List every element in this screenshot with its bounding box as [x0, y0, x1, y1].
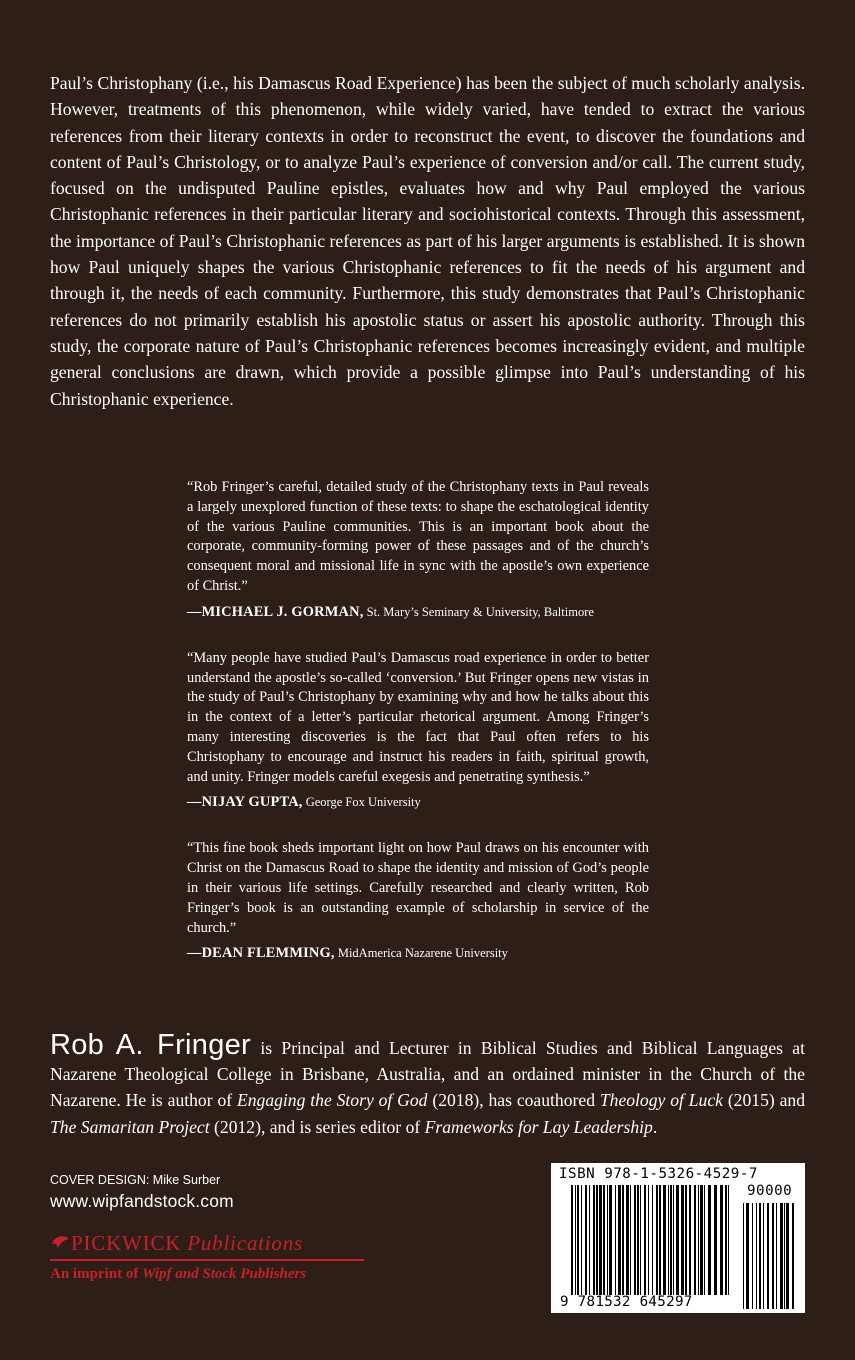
- barcode-bar: [640, 1185, 641, 1295]
- endorsements: [187, 478, 649, 990]
- author-bio: [50, 1029, 806, 1140]
- publisher-name-italic: Publications: [187, 1231, 303, 1255]
- barcode-bar: [698, 1185, 699, 1295]
- barcode-bar: [656, 1185, 658, 1295]
- back-cover-blurb: Paul’s Christophany (i.e., his Damascus Road Experience) has been the subject of much scholarly analysis. However, treatments of this phenomenon, while widely varied, have tended to extract the various references from their literary contexts in order to reconstruct the event, to discover the foundations and content of Paul’s Christology, or to analyze Paul’s experience of conversion and/or call. The current study, focused on the undisputed Pauline epistles, evaluates how and why Paul employed the various Christophanic references in their particular literary and sociohistorical contexts. Through this assessment, the importance of Paul’s Christophanic references as part of his larger arguments is established. It is shown how Paul uniquely shapes the various Christophanic references to fit the needs of his argument and through it, the needs of each community. Furthermore, this study demonstrates that Paul’s Christophanic references do not primarily establish his apostolic status or assert his apostolic authority. Through this study, the corporate nature of Paul’s Christophanic references becomes increasingly evident, and multiple general conclusions are drawn, which provide a possible glimpse into Paul’s understanding of his Christophanic experience.: [50, 73, 805, 409]
- endorsement-text: “This fine book sheds important light on how Paul draws on his encounter with Christ on the Damascus Road to shape the identity and mission of God’s people in their various life settings. Carefully researched and clearly written, Rob Fringer’s book is an outstanding example of scholarship in service of the church.”: [187, 840, 649, 936]
- barcode-bar: [704, 1185, 705, 1295]
- endorsement-gupta: [187, 649, 649, 812]
- cover-design-credit: COVER DESIGN: Mike Surber: [50, 1173, 221, 1187]
- barcode-bar: [676, 1185, 679, 1295]
- price-addon-code: 90000: [747, 1183, 793, 1199]
- imprint-prefix: An imprint of: [50, 1265, 143, 1282]
- author-name: Rob A. Fringer: [50, 1029, 252, 1061]
- bio-text: (2015) and: [722, 1090, 805, 1111]
- endorser-name: —NIJAY GUPTA,: [187, 794, 303, 811]
- endorsement-attribution: [187, 603, 649, 621]
- endorser-name: —DEAN FLEMMING,: [187, 945, 335, 962]
- barcode-bar: [700, 1185, 703, 1295]
- publisher-name: [50, 1230, 370, 1256]
- endorsement-text: “Rob Fringer’s careful, detailed study of the Christophany texts in Paul reveals a largely unexplored function of these texts: to shape the eschatological identity of the various Pauline communities. This is an important book about the corporate, community-forming power of these passages and of the church’s consequent moral and missional life in sync with the apostle’s own experience of Christ.”: [187, 479, 649, 594]
- barcode-bar: [752, 1203, 753, 1309]
- barcode-bar: [720, 1185, 723, 1295]
- bio-text: (2012), and is series editor of: [209, 1116, 425, 1137]
- barcode-bar: [575, 1185, 576, 1295]
- pickwick-leaf-icon: [50, 1230, 70, 1256]
- endorser-affiliation: MidAmerica Nazarene University: [337, 946, 508, 961]
- barcode-bar: [644, 1185, 646, 1295]
- barcode-bar: [585, 1185, 587, 1295]
- barcode-bar: [763, 1203, 764, 1309]
- barcode-bar: [694, 1185, 696, 1295]
- book-title: Frameworks for Lay Leadership: [424, 1116, 653, 1137]
- barcode-bar: [689, 1185, 691, 1295]
- barcode-bar: [776, 1203, 777, 1309]
- book-title: The Samaritan Project: [50, 1116, 210, 1137]
- publisher-rule: [50, 1259, 364, 1261]
- publisher-website: www.wipfandstock.com: [50, 1191, 234, 1211]
- barcode-bar: [714, 1185, 717, 1295]
- barcode-bar: [767, 1203, 769, 1309]
- barcode-bar: [784, 1203, 785, 1309]
- barcode-bar: [607, 1185, 608, 1295]
- publisher-name-main: PICKWICK: [71, 1231, 182, 1255]
- barcode-bar: [652, 1185, 653, 1295]
- barcode-bar: [681, 1185, 684, 1295]
- endorsement-attribution: [187, 944, 649, 962]
- barcode-bar: [668, 1185, 669, 1295]
- barcode-bar: [743, 1203, 744, 1309]
- barcode-bar: [659, 1185, 661, 1295]
- barcode-bar: [630, 1185, 631, 1295]
- barcode-bar: [634, 1185, 636, 1295]
- bio-text: (2018), has coauthored: [427, 1090, 600, 1111]
- barcode-bar: [618, 1185, 621, 1295]
- barcode-bar: [609, 1185, 612, 1295]
- barcode-bar: [648, 1185, 649, 1295]
- barcode-bar: [603, 1185, 605, 1295]
- barcode-bar: [746, 1203, 749, 1309]
- barcode-bar: [780, 1203, 783, 1309]
- isbn-barcode: [551, 1163, 805, 1313]
- barcode-bar: [673, 1185, 674, 1295]
- endorsement-flemming: [187, 839, 649, 962]
- barcode-bar: [626, 1185, 629, 1295]
- barcode-bar: [581, 1185, 582, 1295]
- endorser-name: —MICHAEL J. GORMAN,: [187, 603, 364, 620]
- bio-text: .: [652, 1116, 658, 1137]
- barcode-bar: [728, 1185, 729, 1295]
- barcode-bar: [589, 1185, 590, 1295]
- barcode-bar: [756, 1203, 757, 1309]
- barcode-bar: [670, 1185, 672, 1295]
- credits: [50, 1172, 234, 1212]
- barcode-bar: [637, 1185, 639, 1295]
- book-title: Theology of Luck: [599, 1090, 723, 1111]
- endorsement-gorman: [187, 478, 649, 621]
- barcode-bar: [725, 1185, 727, 1295]
- barcode-bar: [786, 1203, 789, 1309]
- barcode-bar: [792, 1203, 794, 1309]
- barcode-bar: [772, 1203, 774, 1309]
- endorser-affiliation: St. Mary’s Seminary & University, Baltimore: [366, 604, 594, 619]
- publisher-logo: [50, 1230, 370, 1283]
- barcode-bar: [622, 1185, 624, 1295]
- barcode-bar: [685, 1185, 687, 1295]
- bio-text: is Principal and Lecturer in Biblical Studies and Biblical Languages at Nazarene Theological College in Brisbane, Australia, and an ordained minister in the Church of the Nazarene. He is author of: [50, 1038, 806, 1111]
- book-title: Engaging the Story of God: [236, 1090, 428, 1111]
- endorsement-text: “Many people have studied Paul’s Damascus road experience in order to better understand the apostle’s so-called ‘conversion.’ But Fringer opens new vistas in the study of Paul’s Christophany by examining why and how he talks about this in the context of a letter’s particular rhetorical argument. Among Fringer’s many interesting discoveries is the fact that Paul often refers to his Christophany to encourage and instruct his readers in faith, spiritual growth, and unity. Fringer models careful exegesis and penetrating synthesis.”: [187, 649, 649, 785]
- barcode-bar: [593, 1185, 595, 1295]
- endorsement-attribution: [187, 793, 649, 811]
- barcode-bar: [577, 1185, 579, 1295]
- barcode-bar: [663, 1185, 666, 1295]
- isbn-label: ISBN 978-1-5326-4529-7: [559, 1166, 758, 1182]
- imprint-name: Wipf and Stock Publishers: [142, 1265, 307, 1282]
- barcode-bar: [708, 1185, 711, 1295]
- ean-digits: 9 781532 645297: [560, 1294, 693, 1310]
- barcode-bar: [599, 1185, 602, 1295]
- publisher-imprint: [50, 1265, 370, 1283]
- barcode-bar: [571, 1185, 573, 1295]
- barcode-bar: [615, 1185, 616, 1295]
- barcode-bar: [759, 1203, 761, 1309]
- endorser-affiliation: George Fox University: [305, 795, 421, 810]
- barcode-bar: [596, 1185, 598, 1295]
